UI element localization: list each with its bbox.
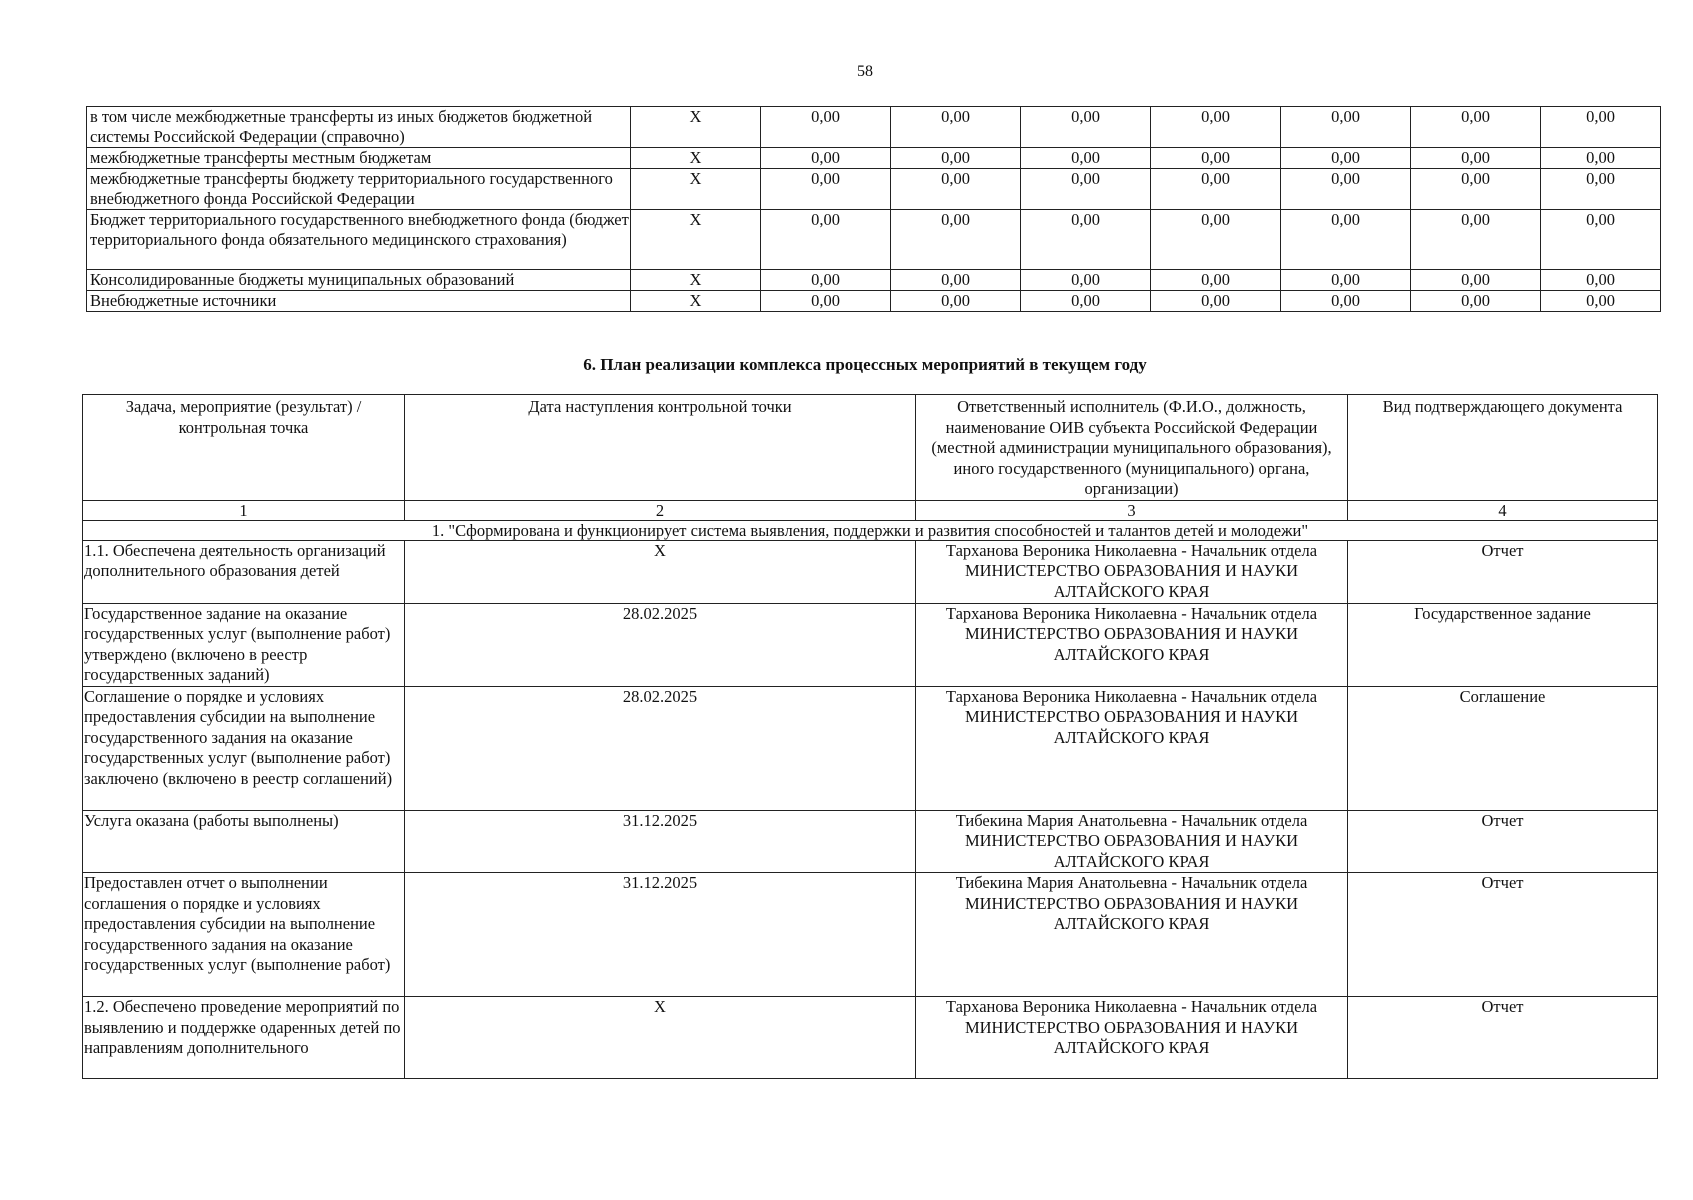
budget-value-cell: 0,00 (1411, 169, 1541, 210)
section-title: 6. План реализации комплекса процессных мероприятий в текущем году (583, 355, 1147, 374)
budget-value-cell: 0,00 (1021, 169, 1151, 210)
budget-value-cell: 0,00 (1281, 270, 1411, 291)
plan-date-cell: 28.02.2025 (405, 686, 916, 810)
plan-row (83, 603, 1658, 686)
plan-responsible-cell: Тарханова Вероника Николаевна - Начальник отдела МИНИСТЕРСТВО ОБРАЗОВАНИЯ И НАУКИ АЛТАЙСКОГО КРАЯ (916, 686, 1348, 810)
budget-value-cell: 0,00 (891, 291, 1021, 312)
plan-task-cell: Услуга оказана (работы выполнены) (83, 810, 405, 873)
budget-row-label: Консолидированные бюджеты муниципальных образований (87, 270, 631, 291)
plan-row (83, 873, 1658, 997)
budget-value-cell: 0,00 (1281, 169, 1411, 210)
budget-value-cell: 0,00 (1021, 210, 1151, 270)
budget-row (87, 210, 1661, 270)
plan-task-cell: Предоставлен отчет о выполнении соглашения о порядке и условиях предоставления субсидии на выполнение государственного задания на оказание государственных услуг (выполнение работ) (83, 873, 405, 997)
budget-value-cell: 0,00 (761, 107, 891, 148)
plan-row (83, 540, 1658, 603)
budget-value-cell: 0,00 (1411, 107, 1541, 148)
header-date: Дата наступления контрольной точки (405, 395, 916, 501)
budget-value-cell: 0,00 (1151, 291, 1281, 312)
budget-row-code: X (631, 107, 761, 148)
plan-document-cell: Отчет (1348, 810, 1658, 873)
column-number: 2 (405, 500, 916, 520)
budget-value-cell: 0,00 (1281, 291, 1411, 312)
page-number: 58 (857, 63, 873, 80)
budget-value-cell: 0,00 (891, 148, 1021, 169)
plan-task-cell: 1.2. Обеспечено проведение мероприятий по выявлению и поддержке одаренных детей по направлениям дополнительного (83, 997, 405, 1079)
header-responsible: Ответственный исполнитель (Ф.И.О., должность, наименование ОИВ субъекта Российской Федерации (местной администрации муниципального образования), иного государственного (муниципального) органа, организации) (916, 395, 1348, 501)
plan-document-cell: Соглашение (1348, 686, 1658, 810)
budget-row-label: межбюджетные трансферты бюджету территориального государственного внебюджетного фонда Российской Федерации (87, 169, 631, 210)
budget-value-cell: 0,00 (1021, 270, 1151, 291)
budget-row-code: X (631, 270, 761, 291)
budget-value-cell: 0,00 (1151, 210, 1281, 270)
plan-document-cell: Отчет (1348, 873, 1658, 997)
budget-table (86, 106, 1661, 312)
budget-value-cell: 0,00 (891, 270, 1021, 291)
budget-value-cell: 0,00 (761, 169, 891, 210)
plan-responsible-cell: Тарханова Вероника Николаевна - Начальник отдела МИНИСТЕРСТВО ОБРАЗОВАНИЯ И НАУКИ АЛТАЙСКОГО КРАЯ (916, 540, 1348, 603)
budget-value-cell: 0,00 (891, 210, 1021, 270)
plan-document-cell: Государственное задание (1348, 603, 1658, 686)
budget-value-cell: 0,00 (1021, 291, 1151, 312)
budget-value-cell: 0,00 (1281, 107, 1411, 148)
budget-value-cell: 0,00 (891, 107, 1021, 148)
plan-task-cell: Государственное задание на оказание государственных услуг (выполнение работ) утверждено (включено в реестр государственных заданий) (83, 603, 405, 686)
budget-row-code: X (631, 291, 761, 312)
budget-value-cell: 0,00 (1541, 270, 1661, 291)
plan-responsible-cell: Тибекина Мария Анатольевна - Начальник отдела МИНИСТЕРСТВО ОБРАЗОВАНИЯ И НАУКИ АЛТАЙСКОГО КРАЯ (916, 810, 1348, 873)
budget-value-cell: 0,00 (761, 291, 891, 312)
budget-value-cell: 0,00 (1021, 148, 1151, 169)
plan-header-row (83, 395, 1658, 501)
plan-date-cell: 28.02.2025 (405, 603, 916, 686)
budget-row-code: X (631, 148, 761, 169)
budget-row-label: Внебюджетные источники (87, 291, 631, 312)
budget-row (87, 270, 1661, 291)
budget-row (87, 169, 1661, 210)
plan-row (83, 810, 1658, 873)
header-task: Задача, мероприятие (результат) / контрольная точка (83, 395, 405, 501)
budget-row (87, 148, 1661, 169)
budget-row-label: в том числе межбюджетные трансферты из иных бюджетов бюджетной системы Российской Федерации (справочно) (87, 107, 631, 148)
budget-value-cell: 0,00 (1541, 291, 1661, 312)
budget-value-cell: 0,00 (1541, 210, 1661, 270)
budget-value-cell: 0,00 (1021, 107, 1151, 148)
plan-table (82, 394, 1658, 1079)
plan-row (83, 997, 1658, 1079)
plan-date-cell: 31.12.2025 (405, 873, 916, 997)
plan-responsible-cell: Тарханова Вероника Николаевна - Начальник отдела МИНИСТЕРСТВО ОБРАЗОВАНИЯ И НАУКИ АЛТАЙСКОГО КРАЯ (916, 603, 1348, 686)
section-row-title: 1. "Сформирована и функционирует система выявления, поддержки и развития способностей и талантов детей и молодежи" (83, 520, 1658, 540)
budget-value-cell: 0,00 (1281, 210, 1411, 270)
budget-value-cell: 0,00 (761, 210, 891, 270)
budget-value-cell: 0,00 (1151, 270, 1281, 291)
budget-value-cell: 0,00 (1281, 148, 1411, 169)
budget-value-cell: 0,00 (1541, 169, 1661, 210)
plan-task-cell: Соглашение о порядке и условиях предоставления субсидии на выполнение государственного задания на оказание государственных услуг (выполнение работ) заключено (включено в реестр соглашений) (83, 686, 405, 810)
column-number: 1 (83, 500, 405, 520)
plan-section-row (83, 520, 1658, 540)
plan-task-cell: 1.1. Обеспечена деятельность организаций дополнительного образования детей (83, 540, 405, 603)
budget-row-label: Бюджет территориального государственного внебюджетного фонда (бюджет территориального фонда обязательного медицинского страхования) (87, 210, 631, 270)
column-number: 3 (916, 500, 1348, 520)
header-document: Вид подтверждающего документа (1348, 395, 1658, 501)
budget-value-cell: 0,00 (761, 270, 891, 291)
plan-responsible-cell: Тибекина Мария Анатольевна - Начальник отдела МИНИСТЕРСТВО ОБРАЗОВАНИЯ И НАУКИ АЛТАЙСКОГО КРАЯ (916, 873, 1348, 997)
budget-row (87, 107, 1661, 148)
budget-value-cell: 0,00 (1411, 270, 1541, 291)
budget-row (87, 291, 1661, 312)
budget-value-cell: 0,00 (1411, 210, 1541, 270)
column-number: 4 (1348, 500, 1658, 520)
plan-date-cell: X (405, 540, 916, 603)
plan-date-cell: 31.12.2025 (405, 810, 916, 873)
plan-row (83, 686, 1658, 810)
budget-value-cell: 0,00 (1151, 148, 1281, 169)
budget-value-cell: 0,00 (1411, 291, 1541, 312)
budget-value-cell: 0,00 (1151, 107, 1281, 148)
plan-column-numbers-row (83, 500, 1658, 520)
plan-responsible-cell: Тарханова Вероника Николаевна - Начальник отдела МИНИСТЕРСТВО ОБРАЗОВАНИЯ И НАУКИ АЛТАЙСКОГО КРАЯ (916, 997, 1348, 1079)
plan-date-cell: X (405, 997, 916, 1079)
plan-document-cell: Отчет (1348, 540, 1658, 603)
budget-value-cell: 0,00 (1411, 148, 1541, 169)
budget-row-label: межбюджетные трансферты местным бюджетам (87, 148, 631, 169)
budget-row-code: X (631, 169, 761, 210)
budget-value-cell: 0,00 (1541, 107, 1661, 148)
plan-document-cell: Отчет (1348, 997, 1658, 1079)
budget-value-cell: 0,00 (1541, 148, 1661, 169)
budget-row-code: X (631, 210, 761, 270)
budget-value-cell: 0,00 (1151, 169, 1281, 210)
budget-value-cell: 0,00 (761, 148, 891, 169)
budget-value-cell: 0,00 (891, 169, 1021, 210)
